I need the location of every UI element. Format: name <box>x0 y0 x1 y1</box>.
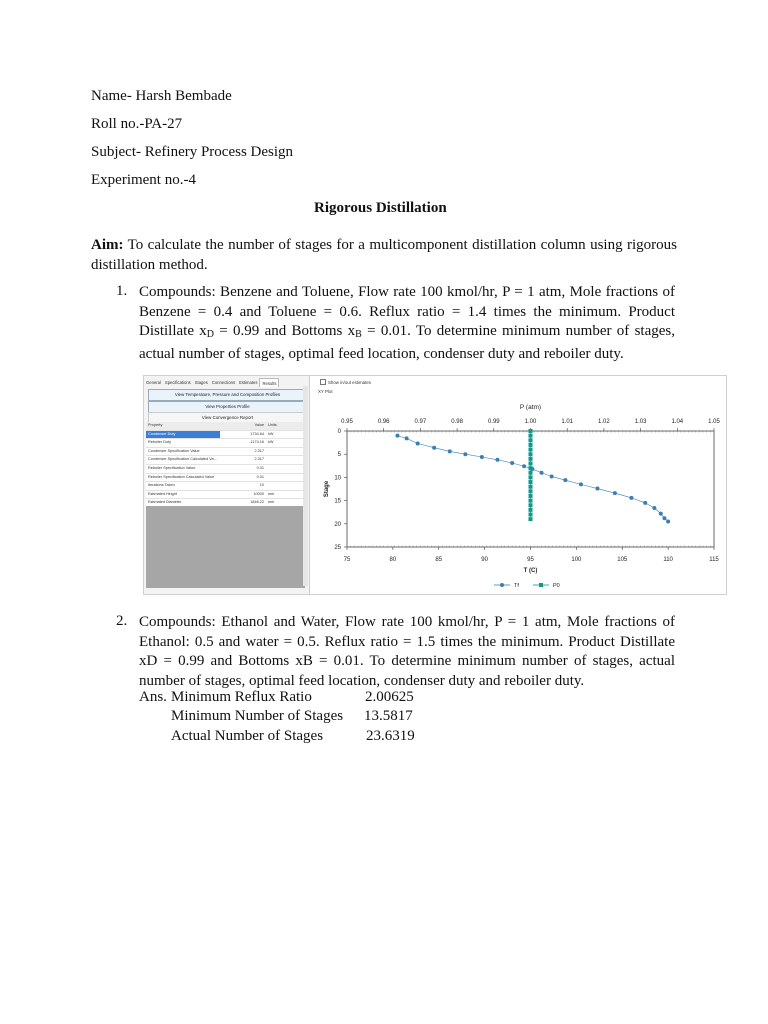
cell-units: mm <box>268 491 275 496</box>
tab-connections[interactable]: Connections <box>211 380 236 385</box>
aim-text: To calculate the number of stages for a multicomponent distillation column using rigorous distillation method. <box>91 237 677 273</box>
answer-value-1: 2.00625 <box>365 689 414 705</box>
p0-point <box>529 508 533 512</box>
top-tick-label: 1.01 <box>561 419 574 425</box>
x-tick-label: 75 <box>343 557 351 563</box>
col-units: Units <box>268 423 277 427</box>
table-row[interactable] <box>146 491 305 500</box>
tab-estimates[interactable]: Estimates <box>239 380 258 385</box>
tab-results[interactable]: Results <box>259 378 279 387</box>
stage-profile-chart <box>316 376 726 594</box>
empty-panel-area <box>146 506 305 588</box>
tab-stages[interactable]: Stages <box>194 380 208 385</box>
p0-point <box>529 489 533 493</box>
experiment-line: Experiment no.-4 <box>91 172 196 188</box>
cell-property: Estimated Height <box>148 491 177 496</box>
cell-units <box>266 448 303 456</box>
cell-units: mm <box>268 500 275 505</box>
item-2-number: 2. <box>116 613 128 629</box>
top-tick-label: 0.97 <box>414 419 427 425</box>
results-table <box>146 422 305 508</box>
x-tick-label: 105 <box>617 557 628 563</box>
item-1-text-b: = 0.99 and Bottoms x <box>214 323 356 339</box>
top-tick-label: 1.03 <box>634 419 647 425</box>
x-tick-label: 95 <box>527 557 534 563</box>
x-tick-label: 100 <box>571 557 582 563</box>
results-table-header <box>146 422 305 431</box>
view-properties-button[interactable]: View Properties Profile <box>148 401 307 413</box>
p0-point <box>529 503 533 507</box>
tf-point <box>666 519 670 523</box>
top-axis-label: P (atm) <box>519 404 542 411</box>
top-tick-label: 0.99 <box>487 419 500 425</box>
cell-property: Reboiler Specification Calculated Value <box>148 474 215 479</box>
cell-units: kW <box>268 431 274 436</box>
item-1-text <box>139 283 675 364</box>
tf-point <box>540 471 544 475</box>
tf-point <box>395 434 399 438</box>
tf-point <box>405 436 409 440</box>
table-row[interactable] <box>146 482 305 491</box>
y-tick-label: 5 <box>337 452 341 459</box>
y-tick-label: 15 <box>334 498 341 505</box>
table-row[interactable] <box>146 431 305 440</box>
cell-units <box>266 456 303 464</box>
answer-value-3: 23.6319 <box>366 728 415 744</box>
tf-point <box>662 516 666 520</box>
cell-value: 10000 <box>253 491 264 496</box>
top-tick-label: 1.00 <box>524 419 537 425</box>
tf-point <box>563 478 567 482</box>
col-value: Value <box>254 423 264 427</box>
cell-value: 2.317 <box>254 457 264 462</box>
p0-point <box>529 434 533 438</box>
table-row[interactable] <box>146 465 305 474</box>
tf-point <box>595 487 599 491</box>
y-tick-label: 20 <box>334 521 341 528</box>
view-convergence-button[interactable]: View Convergence Report <box>148 412 307 424</box>
legend-p0-marker <box>539 583 543 587</box>
aim-label: Aim: <box>91 237 124 253</box>
cell-property: Reboiler Duty <box>148 440 172 445</box>
plot-panel <box>316 376 726 594</box>
y-tick-label: 25 <box>334 545 341 551</box>
tf-point <box>522 464 526 468</box>
results-panel <box>144 376 310 594</box>
y-tick-label: 0 <box>337 429 341 435</box>
cell-property: Estimated Diameter <box>148 500 182 505</box>
x-axis-label: T (C) <box>523 568 538 574</box>
panel-scrollbar[interactable] <box>303 386 308 586</box>
y-axis-label: Stage <box>324 480 330 498</box>
xd-subscript: D <box>206 329 215 340</box>
p0-point <box>529 438 533 442</box>
view-profiles-button[interactable]: View Temperature, Pressure and Composition Profiles <box>148 389 307 401</box>
tf-point <box>659 512 663 516</box>
tf-point <box>495 458 499 462</box>
top-tick-label: 1.05 <box>708 419 720 425</box>
roll-line: Roll no.-PA-27 <box>91 116 183 132</box>
answer-prefix: Ans. <box>139 689 167 705</box>
top-tick-label: 1.04 <box>671 419 684 425</box>
top-tick-label: 0.95 <box>341 419 353 425</box>
item-1-text-c: = 0.01. To determine minimum number of stages, actual number of stages, optimal feed location, condenser duty and reboiler duty. <box>139 323 675 362</box>
tf-point <box>448 449 452 453</box>
p0-point <box>529 448 533 452</box>
answer-label-2: Minimum Number of Stages <box>171 708 344 724</box>
xy-plot-label: XY Plot <box>318 389 333 394</box>
tf-point <box>629 496 633 500</box>
tf-point <box>416 442 420 446</box>
item-1-number: 1. <box>116 283 128 299</box>
cell-units <box>266 474 303 482</box>
table-row[interactable] <box>146 439 305 448</box>
p0-point <box>529 494 533 498</box>
document-title: Rigorous Distillation <box>314 200 447 216</box>
cell-units <box>266 482 303 490</box>
x-tick-label: 115 <box>709 557 719 563</box>
x-tick-label: 110 <box>663 557 673 563</box>
cell-value: 1846.22 <box>250 500 264 505</box>
cell-value: 0.01 <box>256 465 264 470</box>
top-tick-label: 1.02 <box>598 419 610 425</box>
table-row[interactable] <box>146 456 305 465</box>
p0-point <box>529 475 533 479</box>
cell-value: -1174.16 <box>249 440 264 445</box>
legend-tf-label: Tf <box>514 583 519 589</box>
p0-point <box>529 480 533 484</box>
tf-point <box>463 452 467 456</box>
cell-units: kW <box>268 440 274 445</box>
table-row[interactable] <box>146 474 305 483</box>
tf-point <box>510 461 514 465</box>
p0-point <box>529 513 533 517</box>
p0-point <box>529 485 533 489</box>
p0-point <box>529 457 533 461</box>
answer-label-3: Actual Number of Stages <box>171 728 324 744</box>
editor-tabs <box>144 378 279 387</box>
p0-point <box>529 443 533 447</box>
subject-line: Subject- Refinery Process Design <box>91 144 294 160</box>
aim-paragraph <box>91 236 677 275</box>
name-line: Name- Harsh Bembade <box>91 88 232 104</box>
tf-point <box>613 491 617 495</box>
simulation-screenshot <box>143 375 727 595</box>
col-property: Property <box>148 423 163 427</box>
x-tick-label: 85 <box>435 557 443 563</box>
legend-tf-marker <box>500 583 504 587</box>
cell-property: Reboiler Specification Value <box>148 465 196 470</box>
table-row[interactable] <box>146 448 305 457</box>
legend-p0-label: P0 <box>553 583 560 589</box>
cell-property: Iterations Taken <box>148 483 175 488</box>
cell-value: 2.317 <box>254 448 264 453</box>
cell-units <box>266 465 303 473</box>
p0-point <box>529 466 533 470</box>
answer-value-2: 13.5817 <box>364 708 413 724</box>
tf-point <box>550 474 554 478</box>
tf-point <box>579 482 583 486</box>
x-tick-label: 80 <box>389 557 397 563</box>
tf-point <box>480 455 484 459</box>
cell-property: Condenser Specification Value <box>148 448 200 453</box>
p0-point <box>529 517 533 521</box>
answer-label-1: Minimum Reflux Ratio <box>171 689 312 705</box>
cell-property: Condenser Specification Calculated Va... <box>148 457 217 462</box>
p0-point <box>529 461 533 465</box>
xb-subscript: B <box>355 329 362 340</box>
p0-point <box>529 452 533 456</box>
item-1-text-a: Compounds: Benzene and Toluene, Flow rate 100 kmol/hr, P = 1 atm, Mole fractions of Benzene = 0.4 and Toluene = 0.6. Reflux ratio = 1.4 times the minimum. Product Distillate x <box>139 284 675 339</box>
cell-value: 0.01 <box>256 474 264 479</box>
tf-point <box>643 501 647 505</box>
p0-point <box>529 471 533 475</box>
top-tick-label: 0.98 <box>451 419 463 425</box>
p0-point <box>529 499 533 503</box>
cell-value: 10 <box>259 483 264 488</box>
item-2-text: Compounds: Ethanol and Water, Flow rate 100 kmol/hr, P = 1 atm, Mole fractions of Ethanol: 0.5 and water = 0.5. Reflux ratio = 1.5 times the minimum. Product Distillate xD = 0.99 and Bottoms xB = 0.01. To determine minimum number of stages, actual number of stages, optimal feed location, condenser duty and reboiler duty. <box>139 614 675 689</box>
tab-general[interactable]: General <box>146 380 161 385</box>
top-tick-label: 0.96 <box>377 419 390 425</box>
checkbox-label: Show in/out estimates <box>328 379 371 385</box>
tab-specifications[interactable]: Specifications <box>164 380 191 385</box>
cell-value: 1734.64 <box>250 431 264 436</box>
y-tick-label: 10 <box>334 475 341 482</box>
tf-point <box>652 506 656 510</box>
tf-point <box>432 446 436 450</box>
cell-property: Condenser Duty <box>146 431 220 439</box>
p0-point <box>529 429 533 433</box>
x-tick-label: 90 <box>481 557 488 563</box>
